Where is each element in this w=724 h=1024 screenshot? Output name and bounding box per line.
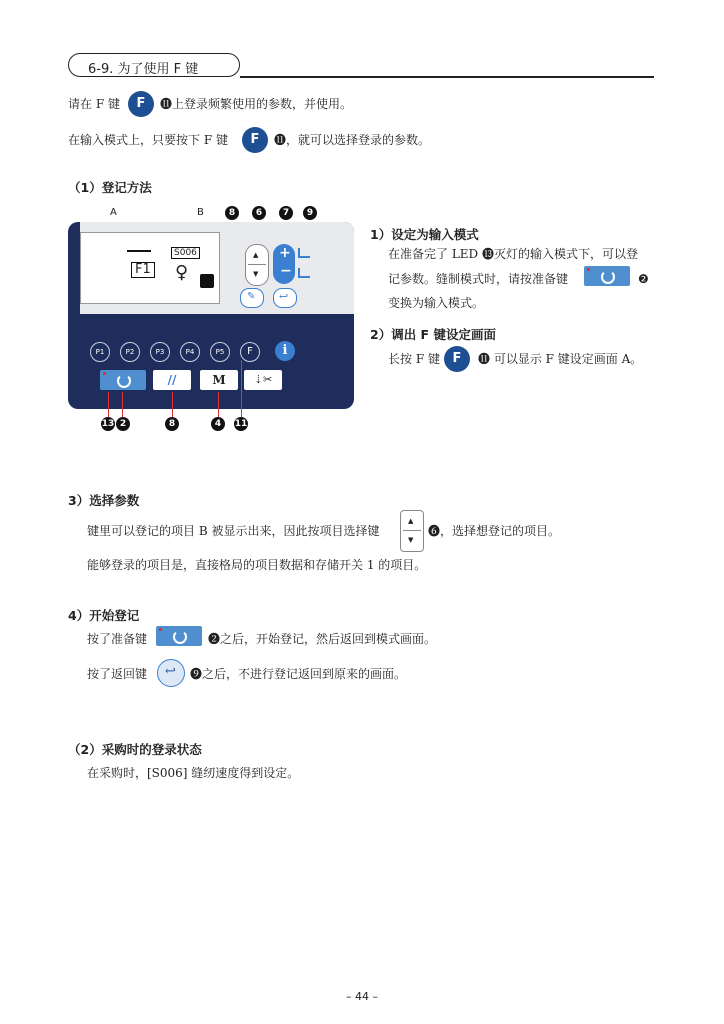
callout-9: 9 — [303, 206, 317, 220]
callout-line — [108, 392, 109, 418]
callout-2: 2 — [116, 417, 130, 431]
edit-key[interactable] — [240, 288, 264, 308]
up-arrow-icon: ▲ — [408, 517, 414, 525]
step1-line2: 记参数。缝制模式时，请按准备键 — [388, 272, 569, 286]
return-icon: ↩ — [165, 664, 176, 679]
f-key-icon: F — [242, 127, 268, 153]
callout-13: 13 — [101, 419, 115, 429]
p3-button[interactable]: P3 — [150, 342, 170, 362]
ready-key[interactable] — [100, 370, 146, 390]
section-title: 6-9. 为了使用 F 键 — [88, 62, 199, 77]
sub2-body: 在采购时，[S006] 缝纫速度得到设定。 — [87, 766, 300, 780]
return-key-icon — [157, 659, 185, 687]
down-arrow-icon: ▼ — [253, 270, 259, 278]
step4-line2-after: ❾之后，不进行登记返回到原来的画面。 — [190, 667, 407, 681]
m-key[interactable]: M — [200, 370, 238, 390]
step3-heading: 3）选择参数 — [68, 493, 140, 508]
ready-led — [587, 268, 590, 271]
intro-line1-after: ⓫上登录频繁使用的参数，并使用。 — [160, 97, 353, 111]
ready-icon — [173, 630, 187, 644]
step4-heading: 4）开始登记 — [68, 608, 140, 623]
callout-8-bottom: 8 — [165, 417, 179, 431]
speed-down-icon — [298, 268, 310, 278]
ready-icon — [117, 374, 131, 388]
sub1-heading: （1）登记方法 — [68, 180, 152, 195]
speed-up-icon — [298, 248, 310, 258]
callout-11: 11 — [234, 419, 248, 429]
step3-line1-before: 键里可以登记的项目 B 被显示出来，因此按项目选择键 — [87, 524, 380, 538]
step4-line2-before: 按了返回键 — [87, 667, 148, 681]
item-select-key-icon — [400, 510, 424, 552]
p2-button[interactable]: P2 — [120, 342, 140, 362]
p1-button[interactable]: P1 — [90, 342, 110, 362]
ready-key-icon — [584, 266, 630, 286]
step1-line3: 变换为输入模式。 — [388, 296, 485, 310]
pencil-icon: ✎ — [247, 291, 256, 302]
ready-key-icon — [156, 626, 202, 646]
label-b: B — [197, 207, 204, 218]
p5-button[interactable]: P5 — [210, 342, 230, 362]
step1-line1: 在准备完了 LED ⓭灭灯的输入模式下，可以登 — [388, 247, 638, 261]
step3-line2: 能够登录的项目是，直接格局的项目数据和存储开关 1 的项目。 — [87, 558, 427, 572]
return-key[interactable] — [273, 288, 297, 308]
callout-line — [218, 392, 219, 418]
intro-line2-before: 在输入模式上，只要按下 F 键 — [68, 133, 228, 147]
intro-line2-after: ⓫，就可以选择登录的参数。 — [274, 133, 431, 147]
p4-button[interactable]: P4 — [180, 342, 200, 362]
winder-key[interactable]: ⇣✂ — [244, 370, 282, 390]
lcd-f1-label: F1 — [131, 262, 155, 278]
ready-icon — [601, 270, 615, 284]
sub2-heading: （2）采购时的登录状态 — [68, 742, 202, 757]
minus-icon: − — [280, 263, 292, 279]
threader-key[interactable]: // — [153, 370, 191, 390]
step4-line1-after: ❷之后，开始登记，然后返回到模式画面。 — [208, 632, 437, 646]
step2-heading: 2）调出 F 键设定画面 — [370, 327, 496, 342]
sewing-machine-icon: ♀ — [175, 262, 189, 283]
lcd-code: S006 — [171, 247, 200, 259]
callout-line — [172, 392, 173, 418]
plus-icon: + — [279, 245, 291, 261]
title-underline — [240, 76, 654, 78]
callout-line — [122, 392, 123, 418]
ready-led — [103, 372, 106, 375]
value-change-key[interactable] — [273, 244, 295, 284]
callout-4: 4 — [211, 417, 225, 431]
intro-line1-before: 请在 F 键 — [68, 97, 120, 111]
callout-line — [241, 360, 242, 418]
callout-7: 7 — [279, 206, 293, 220]
key-divider — [248, 264, 266, 265]
ready-led — [159, 628, 162, 631]
label-a: A — [110, 207, 117, 218]
step4-line1-before: 按了准备键 — [87, 632, 148, 646]
item-select-key[interactable] — [245, 244, 269, 286]
step1-badge: ❷ — [638, 272, 649, 286]
info-button[interactable]: i — [275, 341, 295, 361]
callout-6: 6 — [252, 206, 266, 220]
f-key-icon: F — [444, 346, 470, 372]
page-number: – 44 – — [346, 990, 378, 1003]
step2-after: ⓫ 可以显示 F 键设定画面 A。 — [478, 352, 643, 366]
down-arrow-icon: ▼ — [408, 536, 414, 544]
step2-before: 长按 F 键 — [388, 352, 440, 366]
up-arrow-icon: ▲ — [253, 251, 259, 259]
step3-line1-after: ❻，选择想登记的项目。 — [428, 524, 561, 538]
f-key-icon: F — [128, 91, 154, 117]
f-button[interactable]: F — [240, 342, 260, 362]
callout-8: 8 — [225, 206, 239, 220]
step1-heading: 1）设定为输入模式 — [370, 227, 479, 242]
lcd-arrow-line — [127, 250, 151, 252]
return-icon: ↩ — [279, 290, 289, 303]
key-divider — [403, 530, 421, 531]
hand-cursor-icon — [200, 274, 214, 288]
